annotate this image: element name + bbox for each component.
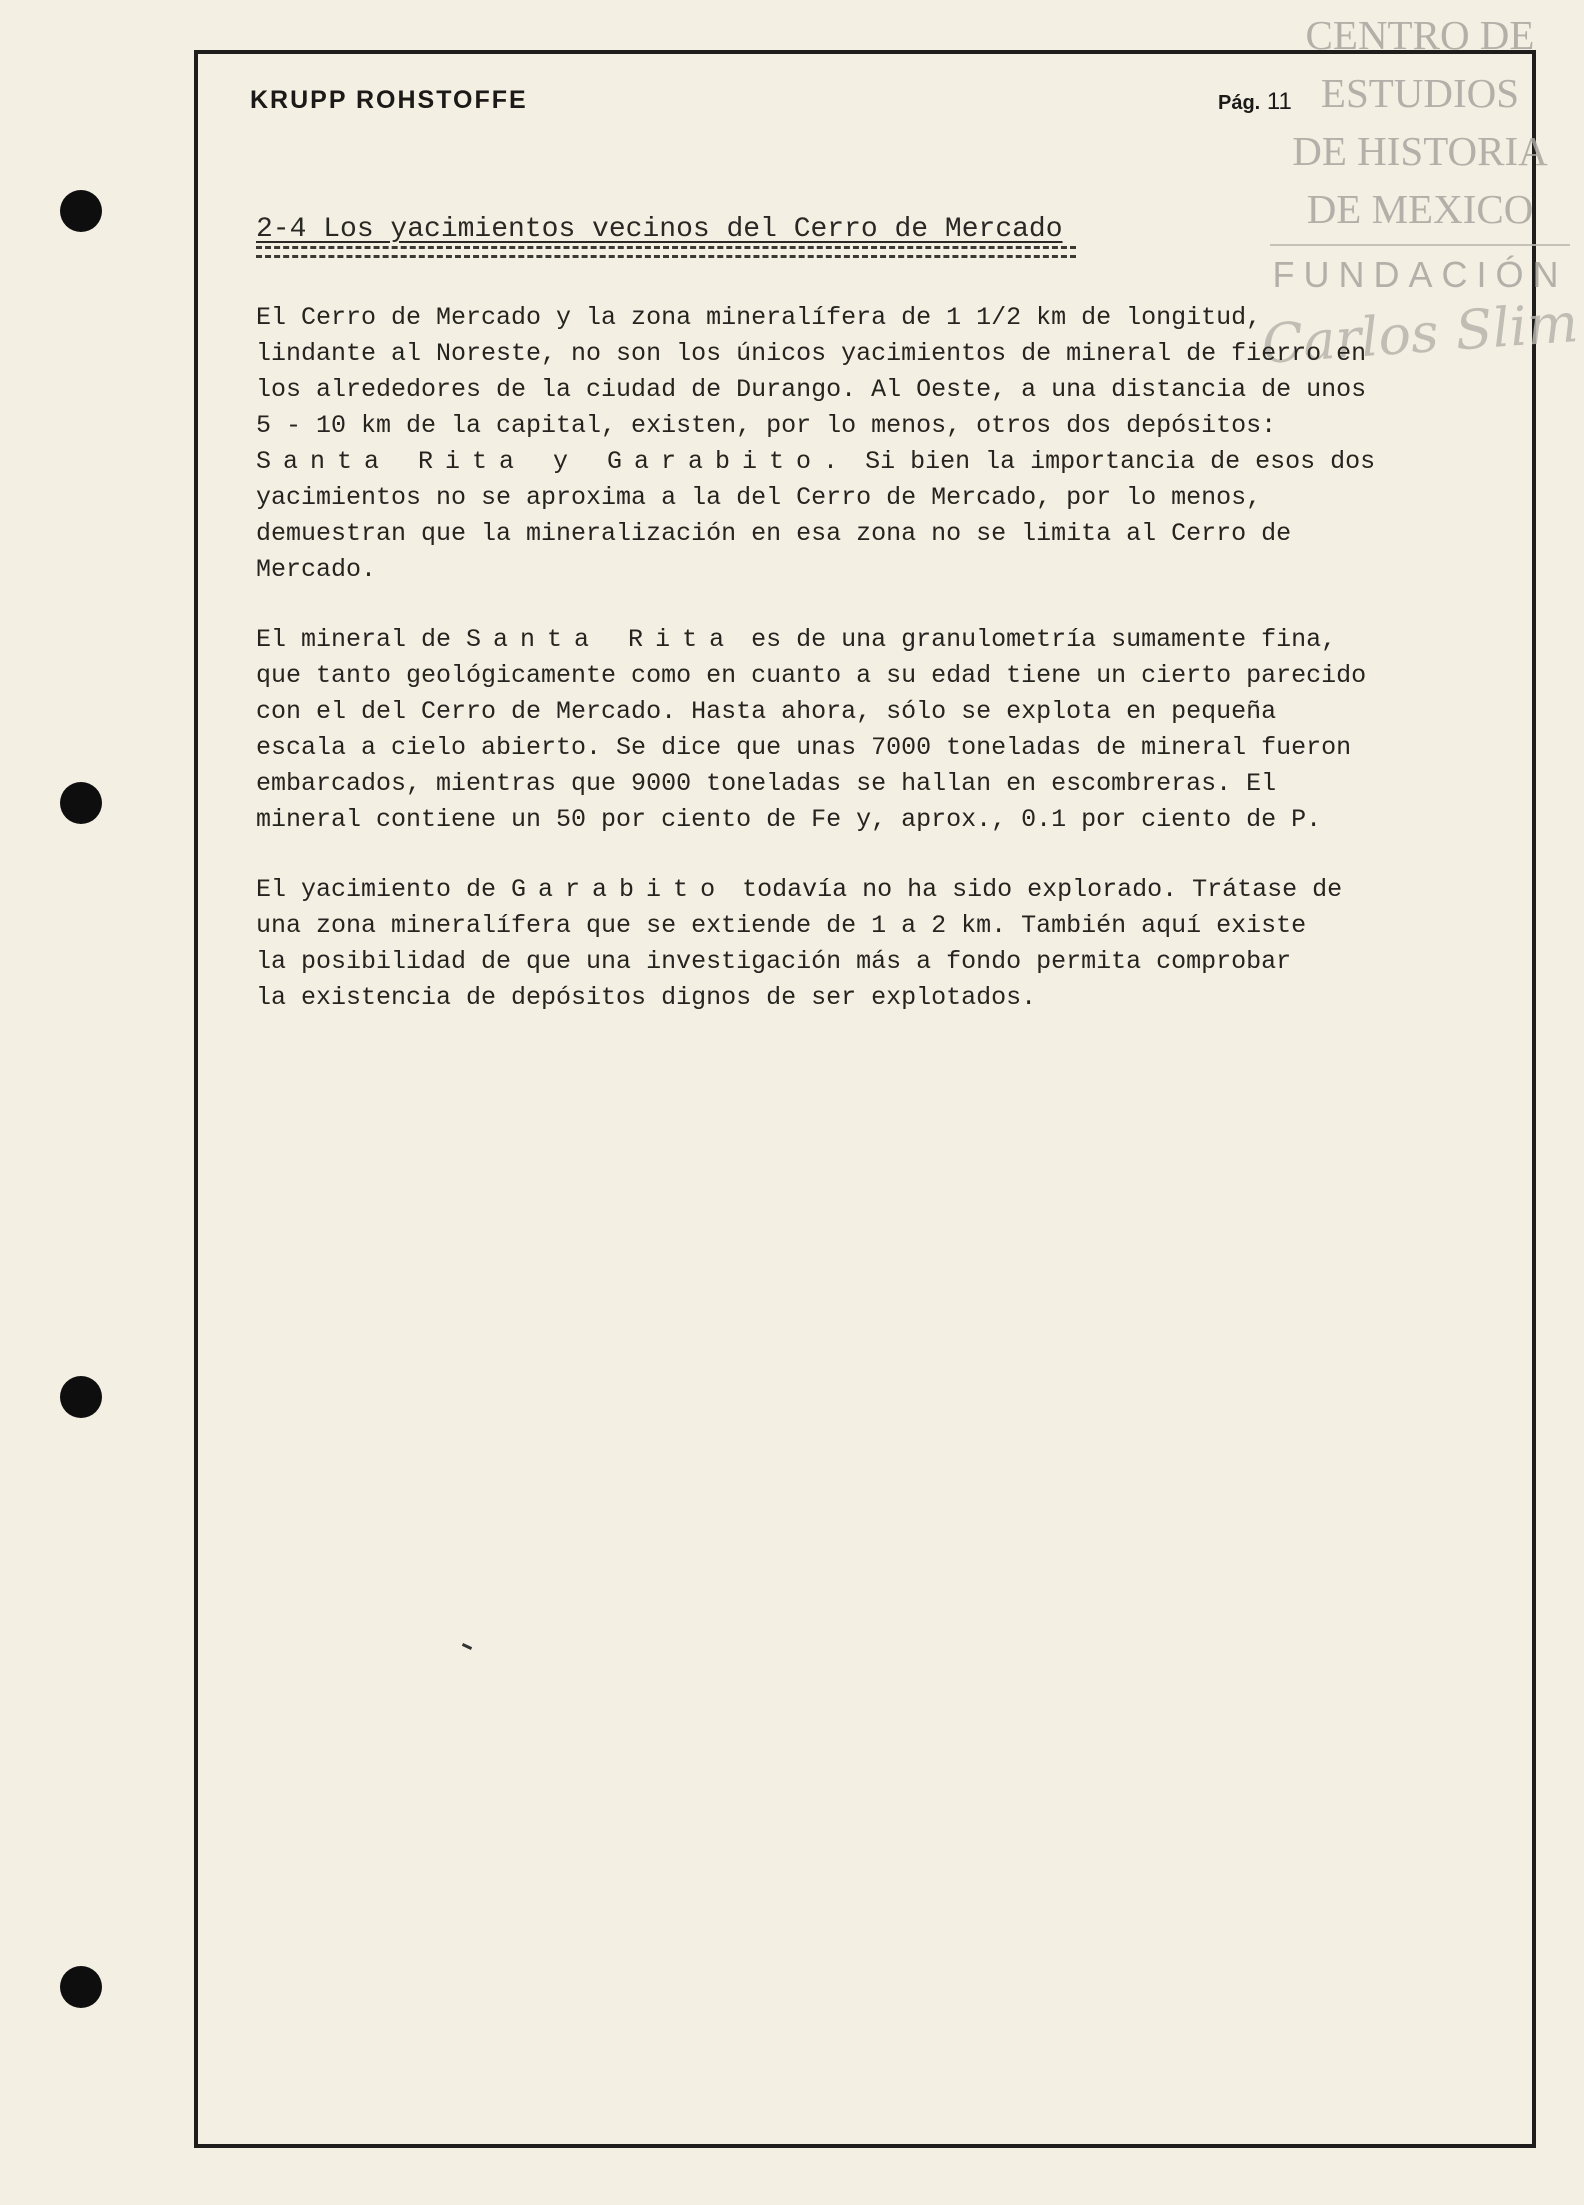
company-header: KRUPP ROHSTOFFE xyxy=(250,86,528,114)
spaced-place-name: Garabito xyxy=(511,875,728,904)
page-number xyxy=(1218,88,1292,116)
text-line: 5 - 10 km de la capital, existen, por lo menos, otros dos depósitos: xyxy=(256,411,1277,440)
page-label: Pág. xyxy=(1218,92,1261,114)
text-line: El yacimiento de Garabito todavía no ha sido explorado. Trátase de xyxy=(256,875,1343,904)
text-line: lindante al Noreste, no son los únicos yacimientos de mineral de fierro en xyxy=(256,339,1367,368)
text-line: la posibilidad de que una investigación más a fondo permita comprobar xyxy=(256,947,1292,976)
watermark-line: DE HISTORIA xyxy=(1292,128,1548,174)
text-line: demuestran que la mineralización en esa zona no se limita al Cerro de xyxy=(256,519,1292,548)
text-line: Santa Rita y Garabito. Si bien la importancia de esos dos xyxy=(256,447,1376,476)
text-line: mineral contiene un 50 por ciento de Fe y, aprox., 0.1 por ciento de P. xyxy=(256,805,1322,834)
binder-hole xyxy=(60,190,102,232)
binder-hole xyxy=(60,1966,102,2008)
page-number-value: 11 xyxy=(1266,88,1292,115)
title-double-underline xyxy=(256,246,1076,258)
binder-hole xyxy=(60,1376,102,1418)
text-line: con el del Cerro de Mercado. Hasta ahora, sólo se explota en pequeña xyxy=(256,697,1277,726)
text-line: El Cerro de Mercado y la zona mineralífera de 1 1/2 km de longitud, xyxy=(256,303,1262,332)
spaced-place-name: Santa Rita xyxy=(466,625,737,654)
text-line: yacimientos no se aproxima a la del Cerro de Mercado, por lo menos, xyxy=(256,483,1262,512)
watermark-line: ESTUDIOS xyxy=(1320,70,1520,116)
document-body xyxy=(256,300,1496,1050)
spaced-place-names: Santa Rita y Garabito. xyxy=(256,447,851,476)
text-line: la existencia de depósitos dignos de ser explotados. xyxy=(256,983,1037,1012)
watermark-line: DE MEXICO xyxy=(1306,186,1534,232)
section-title: 2-4 Los yacimientos vecinos del Cerro de Mercado xyxy=(256,214,1063,245)
paragraph xyxy=(256,872,1496,1016)
text-line: El mineral de Santa Rita es de una granulometría sumamente fina, xyxy=(256,625,1337,654)
watermark-foundation: FUNDACIÓN xyxy=(1272,254,1568,295)
watermark-line: CENTRO DE xyxy=(1305,12,1535,58)
binder-hole xyxy=(60,782,102,824)
watermark-signature: Carlos Slim xyxy=(1259,291,1581,376)
watermark-divider xyxy=(1270,244,1570,246)
text-line: escala a cielo abierto. Se dice que unas 7000 toneladas de mineral fueron xyxy=(256,733,1352,762)
text-line: los alrededores de la ciudad de Durango. Al Oeste, a una distancia de unos xyxy=(256,375,1367,404)
text-line: Mercado. xyxy=(256,555,377,584)
paragraph xyxy=(256,622,1496,838)
paragraph xyxy=(256,300,1496,588)
text-line: que tanto geológicamente como en cuanto a su edad tiene un cierto parecido xyxy=(256,661,1367,690)
text-line: una zona mineralífera que se extiende de 1 a 2 km. También aquí existe xyxy=(256,911,1307,940)
text-line: embarcados, mientras que 9000 toneladas se hallan en escombreras. El xyxy=(256,769,1277,798)
